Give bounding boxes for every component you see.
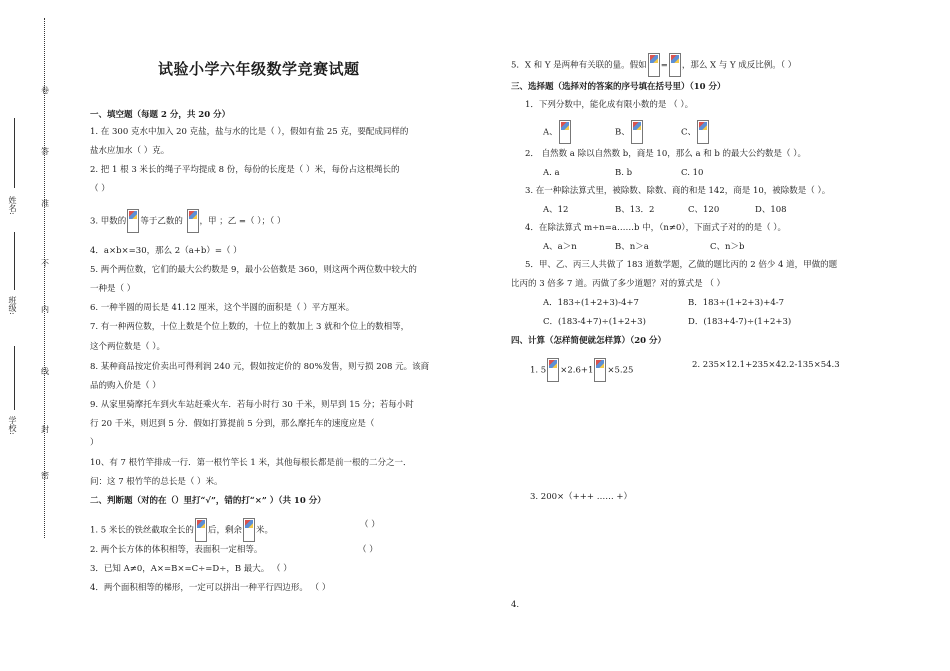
option-b <box>615 120 644 144</box>
fraction-image-icon <box>559 120 571 144</box>
calc1-part-a: 1. 5 <box>530 365 547 376</box>
fraction-image-icon <box>648 53 660 77</box>
question-line: 问：这 7 根竹竿的总长是（ ）米。 <box>90 477 223 487</box>
margin-label-class: 班级: <box>8 296 17 315</box>
choice-question-4: 4．在除法算式 m÷n=a……b 中，（n≠0），下面式子对的的是（ ）。 <box>525 223 787 233</box>
judge-question-5 <box>511 53 796 77</box>
option-a: A、12 <box>543 205 569 215</box>
margin-char: 封 <box>41 425 49 434</box>
question-line: 5. 两个两位数，它们的最大公约数是 9，最小公倍数是 360，则这两个两位数中较大的 <box>90 265 417 275</box>
option-label: B、 <box>615 127 630 138</box>
calc-question-1 <box>530 358 633 382</box>
question-line: ） <box>90 438 99 448</box>
school-blank-line <box>14 346 15 410</box>
q1-part-b: 后，剩余 <box>207 525 242 536</box>
question-line: 4．a×b×=30，那么 2（a+b）=（ ） <box>90 246 242 256</box>
fraction-image-icon <box>669 53 681 77</box>
fraction-image-icon <box>697 120 709 144</box>
section1-heading: 一、填空题（每题 2 分，共 20 分） <box>90 110 231 120</box>
margin-char: 内 <box>41 305 49 314</box>
fraction-image-icon <box>127 209 139 233</box>
fraction-image-icon <box>631 120 643 144</box>
choice-question-5-cont: 比丙的 3 倍多 7 道。丙做了多少道题？对的算式是 （ ） <box>511 279 726 289</box>
margin-char: 答 <box>41 147 49 156</box>
question-line: 盐水应加水（ ）克。 <box>90 146 170 156</box>
margin-char: 不 <box>41 259 49 268</box>
question-line: 6. 一种半圆的周长是 41.12 厘米，这个半圆的面积是（ ）平方厘米。 <box>90 303 355 313</box>
option-c: C、120 <box>688 205 720 215</box>
question-line: 10、有 7 根竹竿排成一行．第一根竹竿长 1 米，其他每根长都是前一根的二分之一． <box>90 458 412 468</box>
question-line-3 <box>90 209 285 233</box>
question-line: 1. 在 300 克水中加入 20 克盐，盐与水的比是（ ），假如有盐 25 克，要配成同样的 <box>90 127 409 137</box>
judge-question-4: 4．两个面积相等的梯形，一定可以拼出一种平行四边形。 （ ） <box>90 583 331 593</box>
margin-char: 卷 <box>41 86 49 95</box>
question-line: 7. 有一种两位数，十位上数是个位上数的，十位上的数加上 3 就和个位上的数相等， <box>90 322 410 332</box>
option-a: A. a <box>543 168 560 178</box>
fraction-image-icon <box>547 358 559 382</box>
option-c: C、n＞b <box>710 242 745 252</box>
judge-question-1 <box>90 518 273 542</box>
question-line: 8. 某种商品按定价卖出可得利润 240 元，假如按定价的 80%发售，则亏损 208 元。该商 <box>90 362 430 372</box>
section3-heading: 三、选择题（选择对的答案的序号填在括号里）（10 分） <box>511 82 726 92</box>
option-b: B．183÷(1+2+3)+4-7 <box>688 298 785 308</box>
question-line: 9. 从家里骑摩托车到火车站赶乘火车．若每小时行 30 千米，则早到 15 分；若每小时 <box>90 400 414 410</box>
q5-equals: = <box>660 60 668 71</box>
option-d: D．(183+4-7)÷(1+2+3) <box>688 317 792 327</box>
option-b: B. b <box>615 168 633 178</box>
option-label: C、 <box>681 127 697 138</box>
judge-answer-bracket: （ ） <box>360 520 380 530</box>
fraction-image-icon <box>187 209 199 233</box>
margin-char: 线 <box>41 367 49 376</box>
question-line: 这个两位数是（ ）。 <box>90 342 165 352</box>
q1-part-c: 米。 <box>255 525 273 536</box>
option-d: D、108 <box>755 205 787 215</box>
calc1-part-b: ×2.6+1 <box>560 365 594 376</box>
q3-part-b: 等于乙数的 <box>140 216 183 227</box>
calc-question-2: 2. 235×12.1+235×42.2-135×54.3 <box>692 360 840 370</box>
binding-dotted-line <box>44 18 45 538</box>
option-a: A、a＞n <box>543 242 577 252</box>
question-line: 2. 把 1 根 3 米长的绳子平均提成 8 份，每份的长度是（ ）米，每份占这根绳长的 <box>90 165 400 175</box>
page-title: 试验小学六年级数学竞赛试题 <box>158 60 360 78</box>
margin-label-name: 姓名: <box>8 196 17 215</box>
section2-heading: 二、判断题（对的在（）里打“√”，错的打“×” ）（共 10 分） <box>90 496 326 506</box>
option-a <box>543 120 572 144</box>
question-line: （ ） <box>90 184 110 194</box>
question-line: 一种是（ ） <box>90 284 136 294</box>
option-c: C. 10 <box>681 168 704 178</box>
calc1-part-c: ×5.25 <box>607 365 634 376</box>
margin-label-school: 学校: <box>8 416 17 435</box>
choice-question-2: 2． 自然数 a 除以自然数 b，商是 10，那么 a 和 b 的最大公约数是（ ）。 <box>525 149 807 159</box>
choice-question-5: 5．甲、乙、丙三人共做了 183 道数学题，乙做的题比丙的 2 倍少 4 道，甲做的题 <box>525 260 838 270</box>
margin-char: 准 <box>41 199 49 208</box>
fraction-image-icon <box>195 518 207 542</box>
judge-answer-bracket: （ ） <box>358 545 378 555</box>
q5-part-c: ，那么 X 与 Y 成反比例。（ ） <box>681 60 797 71</box>
fraction-image-icon <box>243 518 255 542</box>
q1-part-a: 1. 5 米长的铁丝截取全长的 <box>90 525 194 536</box>
option-c: C．(183-4+7)÷(1+2+3) <box>543 317 646 327</box>
fraction-image-icon <box>594 358 606 382</box>
option-a: A．183÷(1+2+3)-4+7 <box>543 298 639 308</box>
option-b: B、13．2 <box>615 205 655 215</box>
question-line: 品的购入价是（ ） <box>90 381 161 391</box>
q3-part-c: ，甲 ；乙 =（ ）；（ ） <box>199 216 286 227</box>
q5-part-a: 5．X 和 Y 是两种有关联的量。假如 <box>511 60 647 71</box>
option-b: B、n＞a <box>615 242 649 252</box>
name-blank-line <box>14 118 15 188</box>
margin-char: 密 <box>41 471 49 480</box>
option-label: A、 <box>543 127 558 138</box>
class-blank-line <box>14 232 15 290</box>
section4-heading: 四、计算（怎样简便就怎样算）（20 分） <box>511 336 667 346</box>
calc-question-3: 3. 200×（+++ …… +） <box>530 492 633 502</box>
judge-question-2: 2. 两个长方体的体积相等，表面积一定相等。 <box>90 545 263 555</box>
judge-question-3: 3．已知 A≠0，A×=B×=C÷=D÷，B 最大。 （ ） <box>90 564 292 574</box>
choice-question-3: 3. 在一种除法算式里，被除数、除数、商的和是 142，商是 10，被除数是（ ）。 <box>525 186 831 196</box>
choice-question-1: 1．下列分数中，能化成有限小数的是 （ ）。 <box>525 100 694 110</box>
question-line: 行 20 千米，则迟到 5 分．假如打算提前 5 分到，那么摩托车的速度应是（ <box>90 419 375 429</box>
q3-part-a: 3. 甲数的 <box>90 216 127 227</box>
option-c <box>681 120 710 144</box>
page-number: 4. <box>511 600 520 610</box>
